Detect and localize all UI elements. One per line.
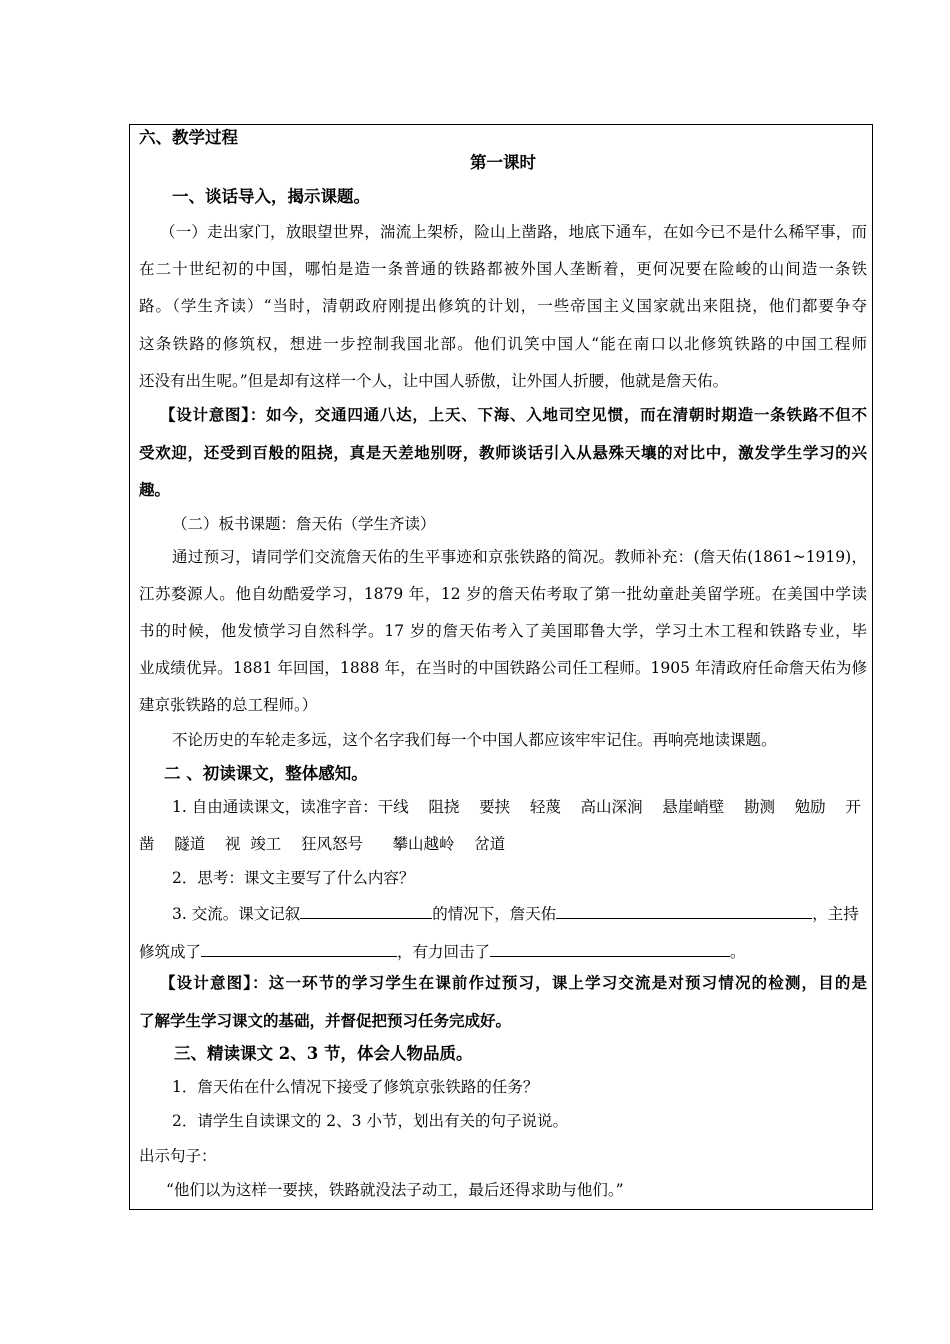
- design-intent-line: 趣。: [139, 480, 171, 499]
- fill-blank-line: 修筑成了 ，有力回击了 。: [139, 940, 867, 962]
- paragraph-line: 书的时候，他发愤学习自然科学。17 岁的詹天佑考入了美国耶鲁大学，学习土木工程和铁路专业，毕: [139, 622, 867, 640]
- blank-field[interactable]: [556, 902, 812, 919]
- paragraph-line: 江苏婺源人。他自幼酷爱学习，1879 年，12 岁的詹天佑考取了第一批幼童赴美留学班。在美国中学读: [139, 585, 867, 603]
- paragraph-line: 业成绩优异。1881 年回国，1888 年，在当时的中国铁路公司任工程师。1905 年清政府任命詹天佑为修: [139, 659, 867, 677]
- design-intent-line: 【设计意图】：如今，交通四通八达，上天、下海、入地司空见惯，而在清朝时期造一条铁路不但不: [160, 405, 867, 424]
- paragraph-line: 路。（学生齐读）“当时，清朝政府刚提出修筑的计划，一些帝国主义国家就出来阻挠，他们都要争夺: [139, 297, 867, 315]
- part1-heading: 一、谈话导入，揭示课题。: [172, 187, 370, 206]
- fill-blank-line: 3. 交流。课文记叙 的情况下，詹天佑 ，主持: [172, 902, 867, 924]
- blank-field[interactable]: [490, 940, 730, 957]
- paragraph-line: 还没有出生呢。”但是却有这样一个人，让中国人骄傲，让外国人折腰，他就是詹天佑。: [139, 372, 729, 390]
- question-item: 1．詹天佑在什么情况下接受了修筑京张铁路的任务？: [172, 1078, 539, 1096]
- paragraph-line: 在二十世纪初的中国，哪怕是造一条普通的铁路都被外国人垄断着，更何况要在险峻的山间造一条铁: [139, 260, 867, 278]
- paragraph-line: 这条铁路的修筑权，想进一步控制我国北部。他们讥笑中国人“能在南口以北修筑铁路的中国工程师: [139, 335, 867, 353]
- blank-field[interactable]: [300, 902, 432, 919]
- vocab-line: 凿 隧道 视 竣工 狂风怒号 攀山越岭 岔道: [139, 835, 506, 853]
- vocab-line: 1. 自由通读课文，读准字音：干线 阻挠 要挟 轻蔑 高山深涧 悬崖峭壁 勘测 勉励 开: [172, 798, 861, 816]
- paragraph-line: 不论历史的车轮走多远，这个名字我们每一个中国人都应该牢牢记住。再响亮地读课题。: [172, 731, 777, 749]
- paragraph-line: 建京张铁路的总工程师。）: [139, 696, 318, 714]
- part2-heading: 二 、初读课文，整体感知。: [164, 764, 368, 783]
- question-item: 2．思考：课文主要写了什么内容？: [172, 869, 415, 887]
- question-item: 2．请学生自读课文的 2、3 小节，划出有关的句子说说。: [172, 1112, 568, 1130]
- paragraph-line: （一）走出家门，放眼望世界，湍流上架桥，险山上凿路，地底下通车，在如今已不是什么稀罕事，而: [160, 223, 867, 241]
- design-intent-line: 了解学生学习课文的基础，并督促把预习任务完成好。: [139, 1011, 512, 1030]
- quoted-sentence: “他们以为这样一要挟，铁路就没法子动工，最后还得求助与他们。”: [166, 1181, 624, 1199]
- design-intent-line: 受欢迎，还受到百般的阻挠，真是天差地别呀，教师谈话引入从悬殊天壤的对比中，激发学生学习的兴: [139, 443, 867, 462]
- paragraph-line: 通过预习，请同学们交流詹天佑的生平事迹和京张铁路的简况。教师补充：(詹天佑(1861~1919)，: [172, 548, 867, 566]
- lesson-title: 第一课时: [470, 153, 536, 172]
- blank-field[interactable]: [201, 940, 397, 957]
- subheading-blackboard: （二）板书课题：詹天佑（学生齐读）: [172, 515, 436, 533]
- section-title: 六、教学过程: [139, 128, 238, 147]
- part3-heading: 三、精读课文 2、3 节，体会人物品质。: [174, 1044, 473, 1063]
- show-sentence-label: 出示句子：: [139, 1147, 217, 1165]
- design-intent-line: 【设计意图】：这一环节的学习学生在课前作过预习，课上学习交流是对预习情况的检测，目的是: [160, 973, 867, 992]
